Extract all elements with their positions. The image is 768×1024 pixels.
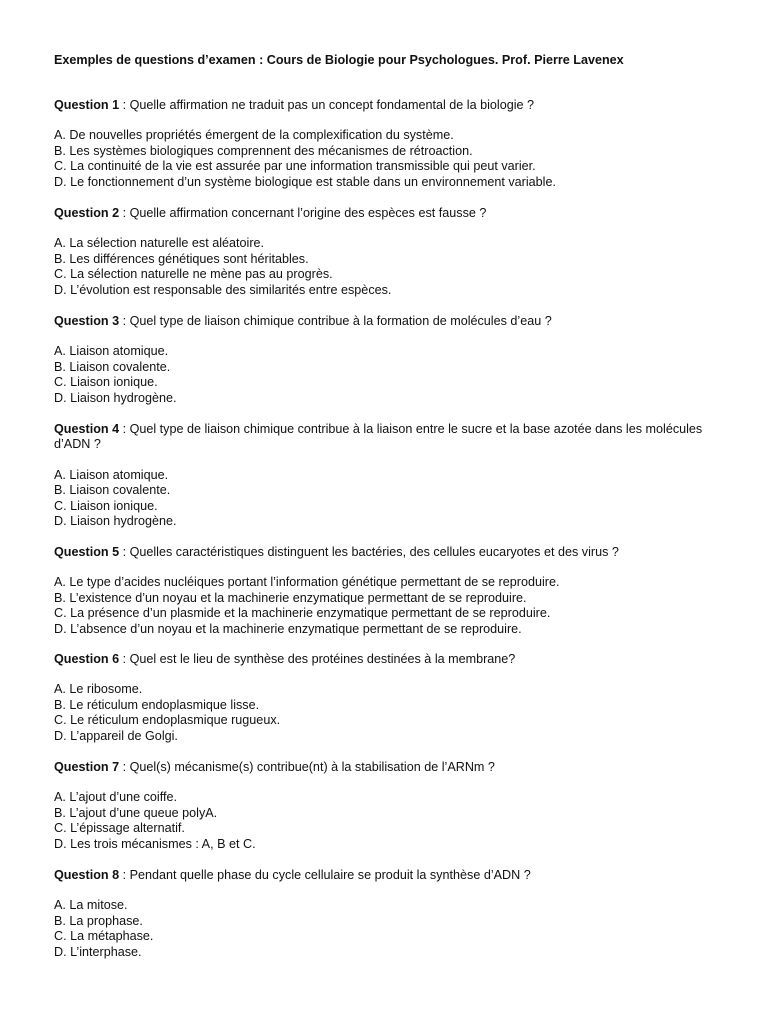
answer-option-b: B. L’existence d’un noyau et la machinerie enzymatique permettant de se reproduire.	[54, 590, 527, 605]
answer-option-c: C. La sélection naturelle ne mène pas au progrès.	[54, 267, 333, 282]
answer-option-d: D. Liaison hydrogène.	[54, 390, 177, 405]
answer-option-d: D. L’évolution est responsable des similarités entre espèces.	[54, 282, 392, 297]
answer-option-c: C. La métaphase.	[54, 929, 154, 944]
question-label: Question 6	[54, 652, 120, 666]
question-text: : Quelle affirmation concernant l’origine des espèces est fausse ?	[119, 206, 487, 220]
answer-option-c: C. La présence d’un plasmide et la machinerie enzymatique permettant de se reproduire.	[54, 606, 551, 621]
question-label: Question 4	[54, 422, 120, 436]
answer-option-b: B. Le réticulum endoplasmique lisse.	[54, 697, 260, 712]
answer-options	[54, 468, 714, 530]
question-text: : Quelle affirmation ne traduit pas un concept fondamental de la biologie ?	[119, 98, 535, 112]
question-1	[54, 98, 714, 190]
answer-option-a: A. De nouvelles propriétés émergent de la complexification du système.	[54, 128, 454, 143]
question-stem	[54, 98, 714, 113]
answer-options	[54, 236, 714, 298]
question-text: : Quel est le lieu de synthèse des protéines destinées à la membrane?	[119, 652, 516, 666]
answer-option-c: C. Le réticulum endoplasmique rugueux.	[54, 713, 281, 728]
answer-options	[54, 898, 714, 960]
answer-option-a: A. La sélection naturelle est aléatoire.	[54, 236, 265, 251]
question-stem	[54, 422, 714, 453]
question-label: Question 3	[54, 314, 120, 328]
question-stem	[54, 868, 714, 883]
answer-option-c: C. L’épissage alternatif.	[54, 821, 185, 836]
question-text: : Pendant quelle phase du cycle cellulaire se produit la synthèse d’ADN ?	[119, 868, 531, 882]
question-text: : Quel type de liaison chimique contribue à la formation de molécules d’eau ?	[119, 314, 552, 328]
question-label: Question 1	[54, 98, 120, 112]
answer-option-a: A. Le ribosome.	[54, 682, 143, 697]
answer-options	[54, 575, 714, 637]
answer-option-b: B. Les différences génétiques sont héritables.	[54, 251, 309, 266]
question-label: Question 8	[54, 868, 120, 882]
question-4	[54, 422, 714, 529]
question-6	[54, 652, 714, 744]
question-stem	[54, 206, 714, 221]
question-stem	[54, 545, 714, 560]
question-text: : Quelles caractéristiques distinguent les bactéries, des cellules eucaryotes et des virus ?	[119, 545, 619, 559]
question-text: : Quel type de liaison chimique contribue à la liaison entre le sucre et la base azotée dans les molécules d’ADN ?	[54, 422, 703, 452]
answer-option-d: D. L’interphase.	[54, 944, 142, 959]
answer-options	[54, 682, 714, 744]
question-7	[54, 760, 714, 852]
answer-option-b: B. L’ajout d’une queue polyA.	[54, 805, 218, 820]
question-label: Question 7	[54, 760, 120, 774]
answer-option-c: C. Liaison ionique.	[54, 498, 158, 513]
answer-option-a: A. Liaison atomique.	[54, 467, 169, 482]
question-stem	[54, 760, 714, 775]
question-5	[54, 545, 714, 637]
question-8	[54, 868, 714, 960]
question-3	[54, 314, 714, 406]
answer-options	[54, 790, 714, 852]
answer-option-b: B. Les systèmes biologiques comprennent des mécanismes de rétroaction.	[54, 143, 473, 158]
answer-option-c: C. La continuité de la vie est assurée par une information transmissible qui peut varier.	[54, 159, 536, 174]
answer-option-d: D. L’appareil de Golgi.	[54, 728, 178, 743]
answer-option-b: B. La prophase.	[54, 913, 143, 928]
answer-option-a: A. La mitose.	[54, 898, 128, 913]
answer-option-b: B. Liaison covalente.	[54, 359, 171, 374]
answer-options	[54, 344, 714, 406]
answer-option-a: A. L’ajout d’une coiffe.	[54, 790, 177, 805]
answer-option-d: D. L’absence d’un noyau et la machinerie enzymatique permettant de se reproduire.	[54, 621, 522, 636]
answer-option-d: D. Liaison hydrogène.	[54, 514, 177, 529]
answer-options	[54, 128, 714, 190]
question-stem	[54, 652, 714, 667]
answer-option-c: C. Liaison ionique.	[54, 375, 158, 390]
answer-option-d: D. Les trois mécanismes : A, B et C.	[54, 836, 256, 851]
answer-option-a: A. Liaison atomique.	[54, 344, 169, 359]
question-label: Question 2	[54, 206, 120, 220]
document-title: Exemples de questions d’examen : Cours de Biologie pour Psychologues. Prof. Pierre Lavenex	[54, 53, 624, 67]
answer-option-a: A. Le type d’acides nucléiques portant l’information génétique permettant de se reproduire.	[54, 575, 560, 590]
question-stem	[54, 314, 714, 329]
answer-option-b: B. Liaison covalente.	[54, 483, 171, 498]
question-2	[54, 206, 714, 298]
question-text: : Quel(s) mécanisme(s) contribue(nt) à la stabilisation de l’ARNm ?	[119, 760, 495, 774]
question-label: Question 5	[54, 545, 120, 559]
answer-option-d: D. Le fonctionnement d’un système biologique est stable dans un environnement variable.	[54, 174, 556, 189]
